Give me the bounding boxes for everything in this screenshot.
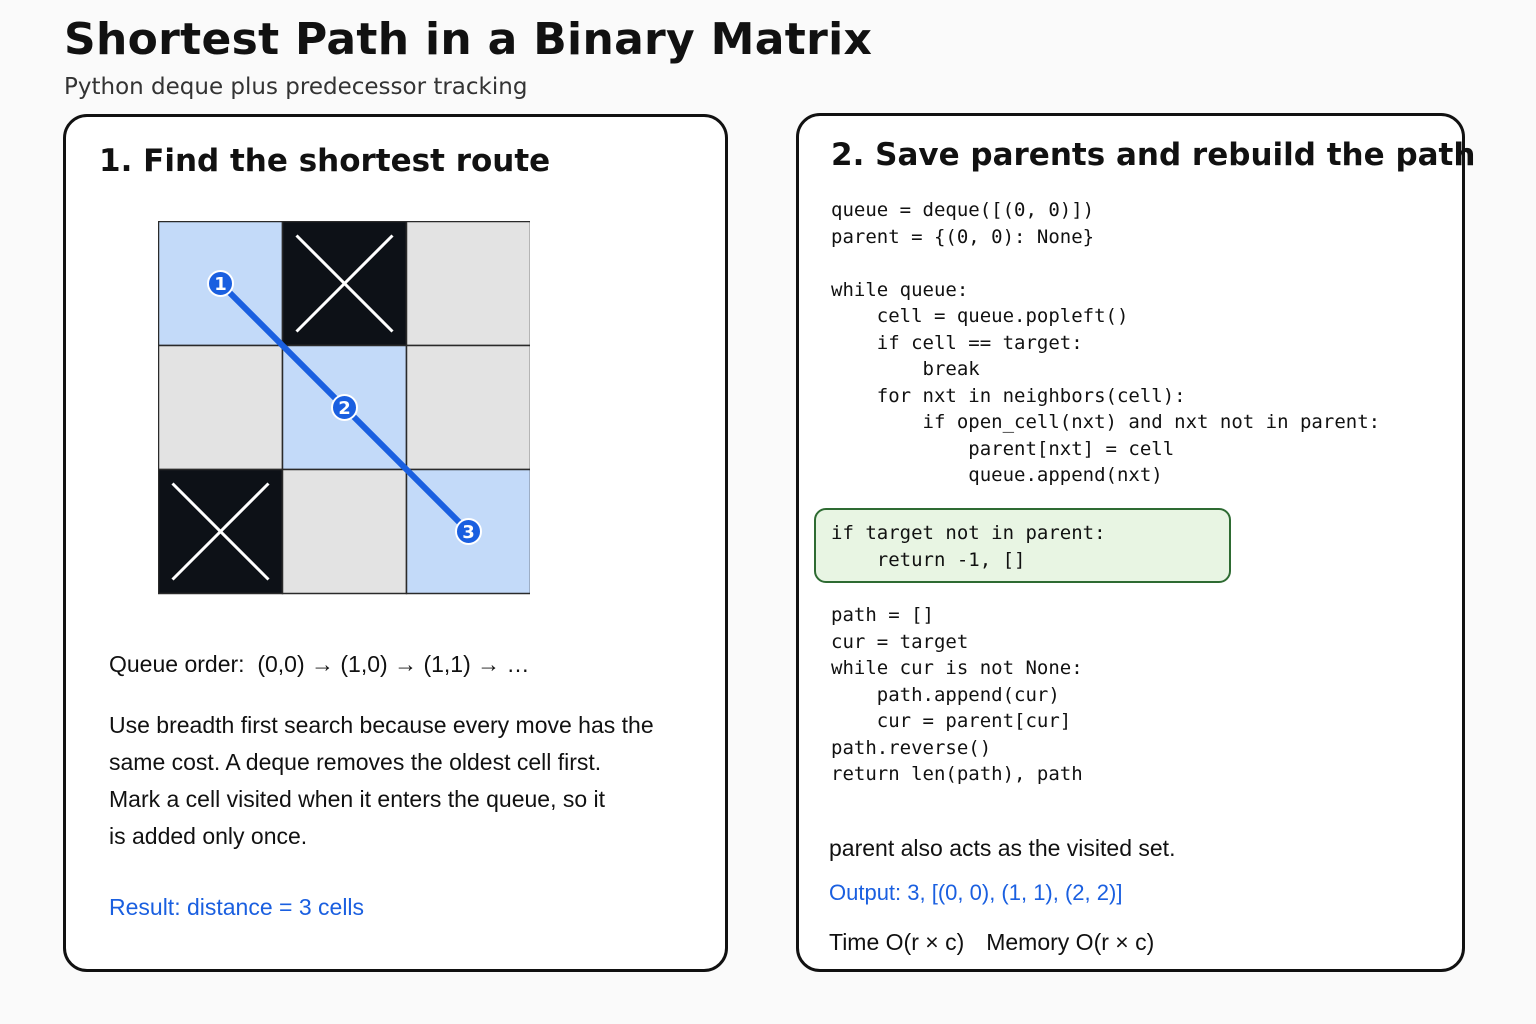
grid-cell-open — [407, 346, 531, 470]
code-line: path.reverse() — [831, 736, 992, 759]
queue-order-value: (0,0) → (1,0) → (1,1) → … — [257, 651, 530, 677]
path-step-label: 2 — [338, 398, 351, 419]
page-title: Shortest Path in a Binary Matrix — [64, 14, 873, 65]
page-subtitle: Python deque plus predecessor tracking — [64, 74, 528, 100]
visited-set-note: parent also acts as the visited set. — [829, 835, 1176, 861]
route-panel — [63, 114, 728, 972]
memory-complexity: Memory O(r × c) — [986, 929, 1155, 955]
output-text: Output: 3, [(0, 0), (1, 1), (2, 2)] — [829, 880, 1123, 905]
explanation-line: Mark a cell visited when it enters the queue, so it — [109, 786, 606, 812]
binary-matrix-grid — [158, 221, 530, 597]
code-line: while queue: — [831, 278, 969, 301]
explanation-line: same cost. A deque removes the oldest cell first. — [109, 749, 602, 775]
code-line: path = [] — [831, 604, 934, 626]
code-panel-title: 2. Save parents and rebuild the path — [831, 137, 1476, 173]
code-line: cur = parent[cur] — [831, 710, 1072, 732]
code-line: while cur is not None: — [831, 657, 1083, 679]
code-panel — [796, 113, 1476, 972]
code-line: cur = target — [831, 630, 969, 653]
route-panel-title: 1. Find the shortest route — [99, 143, 551, 179]
path-step-label: 1 — [214, 274, 227, 295]
grid-cell-open — [283, 470, 407, 594]
code-line: path.append(cur) — [831, 683, 1060, 706]
code-line: break — [831, 358, 980, 380]
code-line: if open_cell(nxt) and nxt not in parent: — [831, 411, 1381, 433]
path-step-label: 3 — [462, 522, 475, 543]
code-line: parent[nxt] = cell — [831, 437, 1175, 460]
grid-cell-open — [159, 346, 283, 470]
code-line — [831, 250, 1380, 277]
code-line: if cell == target: — [831, 331, 1083, 354]
code-line: return len(path), path — [831, 763, 1083, 785]
code-line: cell = queue.popleft() — [831, 305, 1129, 327]
bfs-explanation — [109, 707, 709, 855]
unreachable-check-code — [831, 520, 1106, 573]
explanation-line: is added only once. — [109, 823, 308, 849]
code-line: return -1, [] — [831, 548, 1026, 571]
complexity-row — [829, 929, 1154, 956]
bfs-code-block — [831, 197, 1380, 489]
rebuild-path-code — [831, 602, 1083, 788]
code-line: if target not in parent: — [831, 522, 1106, 544]
queue-order-label: Queue order: — [109, 651, 245, 677]
result-text: Result: distance = 3 cells — [109, 894, 365, 920]
grid-cell-open — [407, 222, 531, 346]
code-line: queue = deque([(0, 0)]) — [831, 199, 1095, 221]
time-complexity: Time O(r × c) — [829, 929, 965, 955]
code-line: for nxt in neighbors(cell): — [831, 384, 1186, 407]
code-line: queue.append(nxt) — [831, 464, 1163, 486]
explanation-line: Use breadth first search because every move has the — [109, 712, 654, 738]
code-line: parent = {(0, 0): None} — [831, 225, 1095, 248]
queue-order-row — [109, 651, 530, 678]
